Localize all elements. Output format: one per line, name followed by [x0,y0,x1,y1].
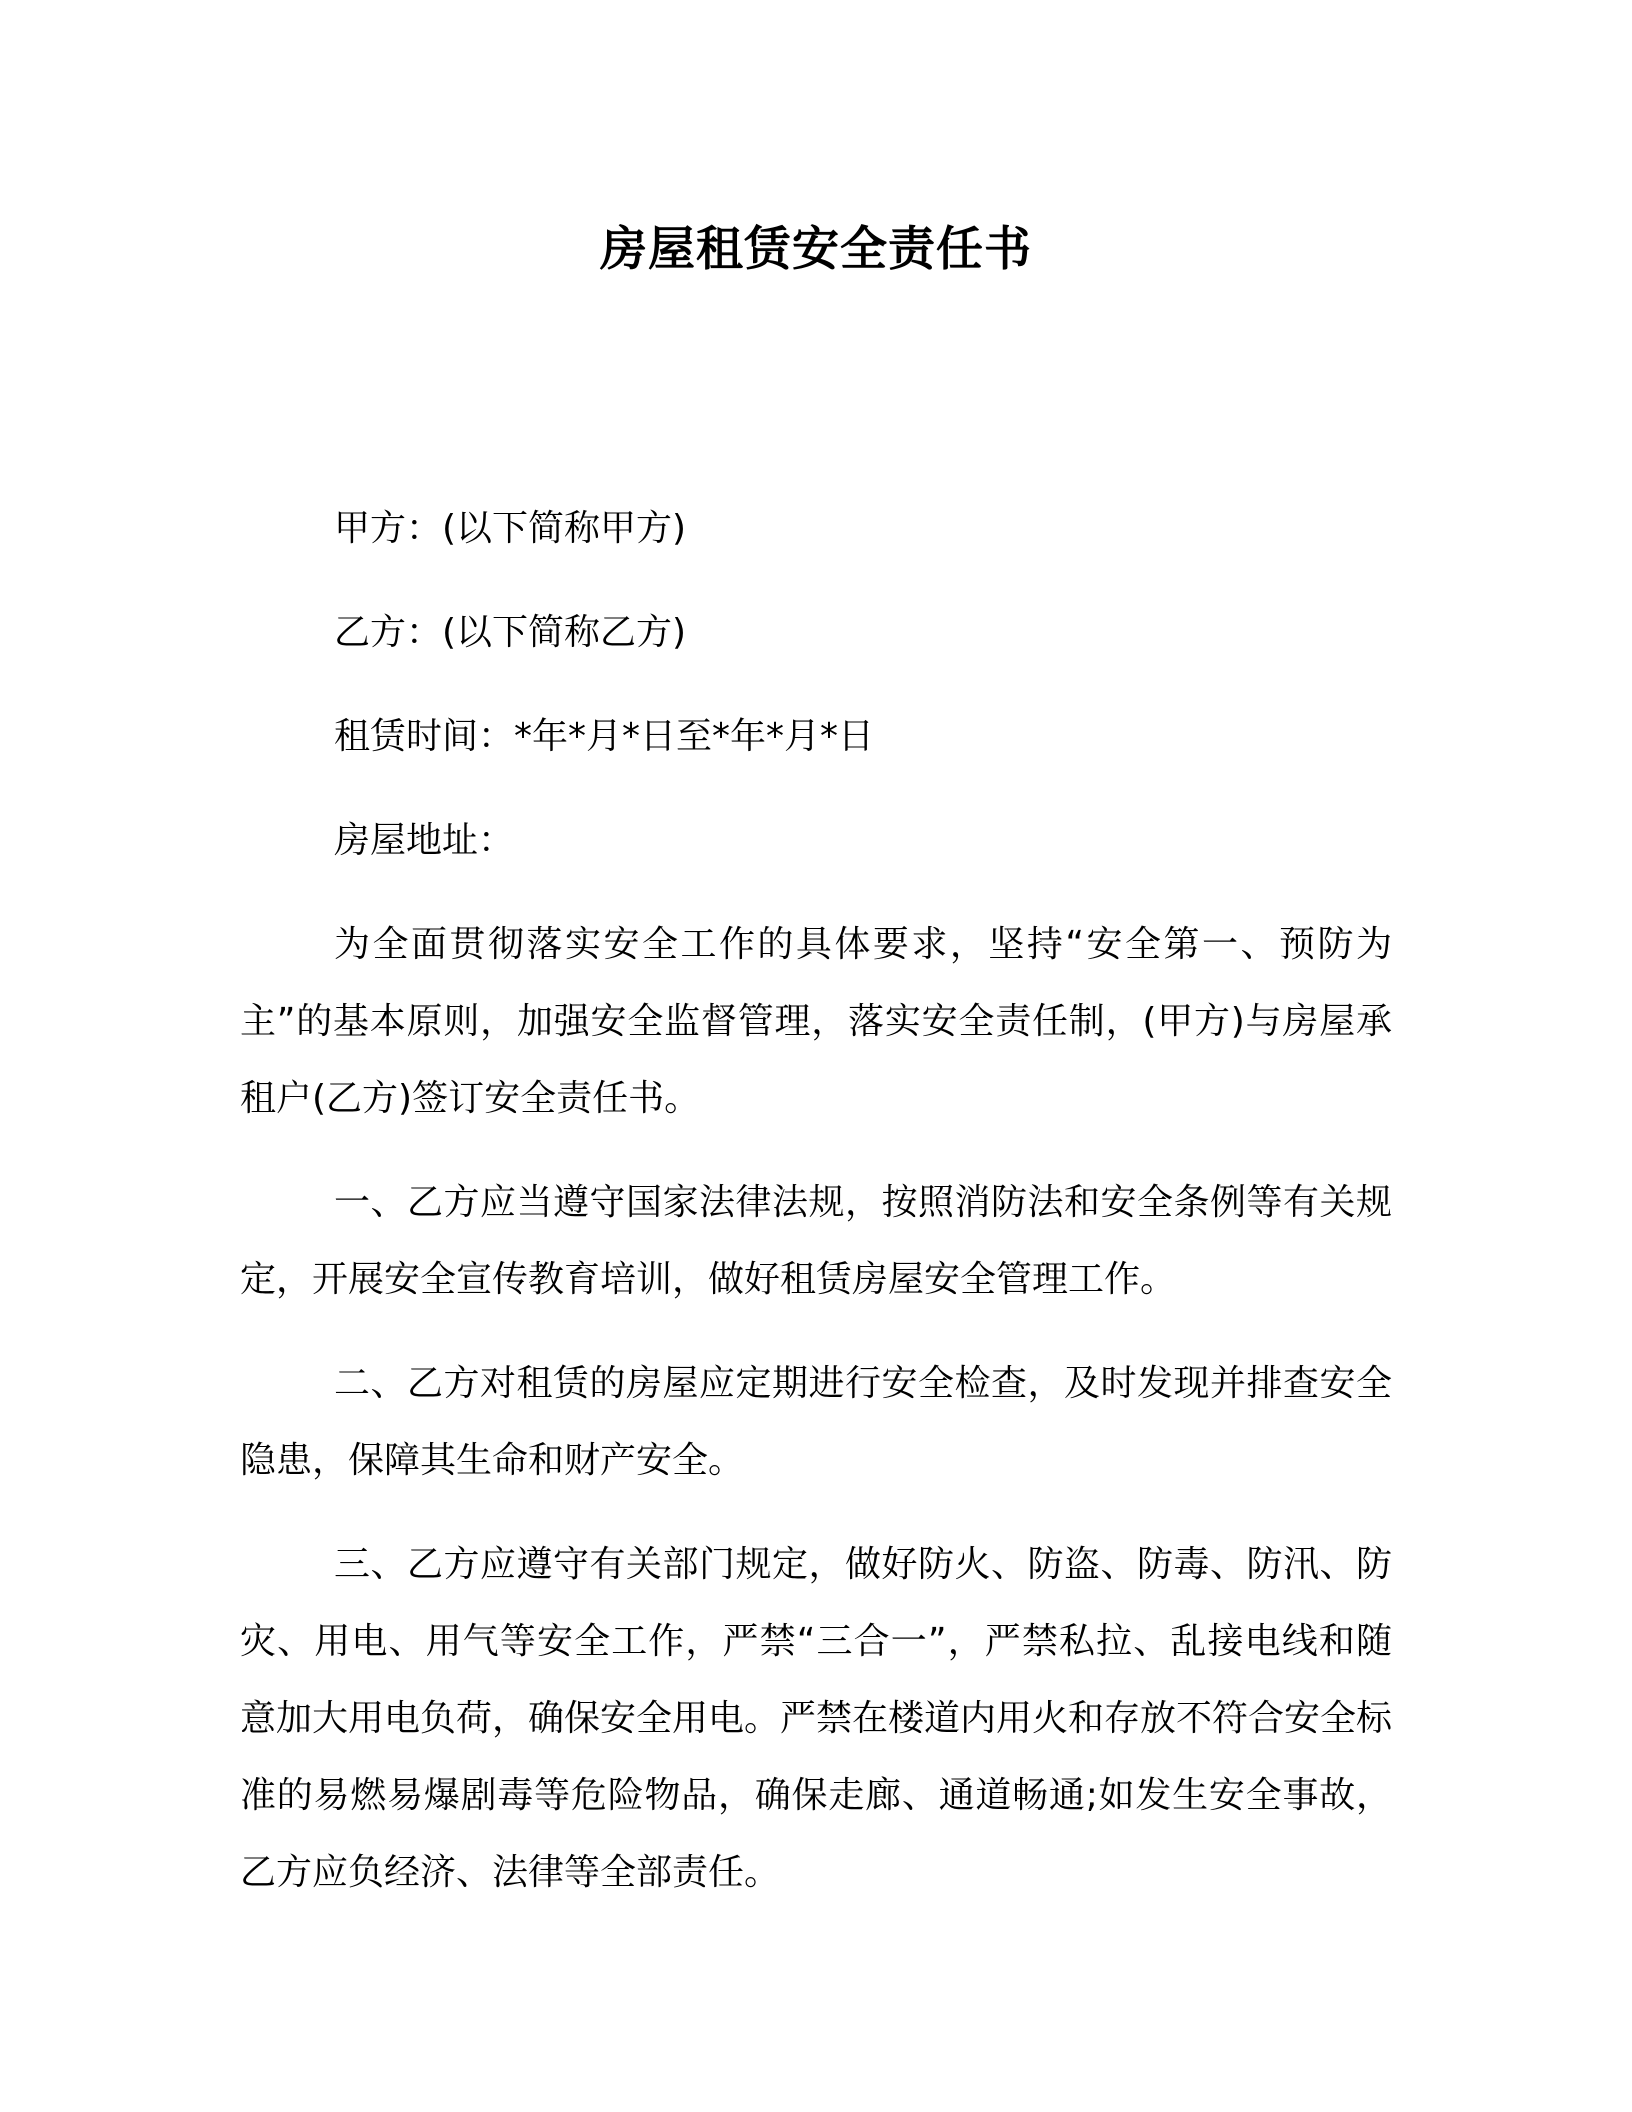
clause-one: 一、乙方应当遵守国家法律法规，按照消防法和安全条例等有关规定，开展安全宣传教育培训，做好租赁房屋安全管理工作。 [240,1182,1392,1300]
intro-paragraph: 为全面贯彻落实安全工作的具体要求，坚持“安全第一、预防为主”的基本原则，加强安全监督管理，落实安全责任制，(甲方)与房屋承租户(乙方)签订安全责任书。 [240,924,1392,1119]
clause-two: 二、乙方对租赁的房屋应定期进行安全检查，及时发现并排查安全隐患，保障其生命和财产安全。 [240,1363,1392,1481]
document-body [240,490,1392,1938]
house-address-field: 房屋地址： [334,820,515,861]
party-a-field: 甲方：(以下简称甲方) [334,508,687,549]
party-b-field: 乙方：(以下简称乙方) [334,612,687,653]
clause-three: 三、乙方应遵守有关部门规定，做好防火、防盗、防毒、防汛、防灾、用电、用气等安全工作，严禁“三合一”，严禁私拉、乱接电线和随意加大用电负荷，确保安全用电。严禁在楼道内用火和存放不符合安全标准的易燃易爆剧毒等危险物品，确保走廊、通道畅通;如发生安全事故，乙方应负经济、法律等全部责任。 [240,1544,1393,1893]
document-title: 房屋租赁安全责任书 [600,222,1032,277]
lease-term-field: 租赁时间：*年*月*日至*年*月*日 [334,716,875,757]
